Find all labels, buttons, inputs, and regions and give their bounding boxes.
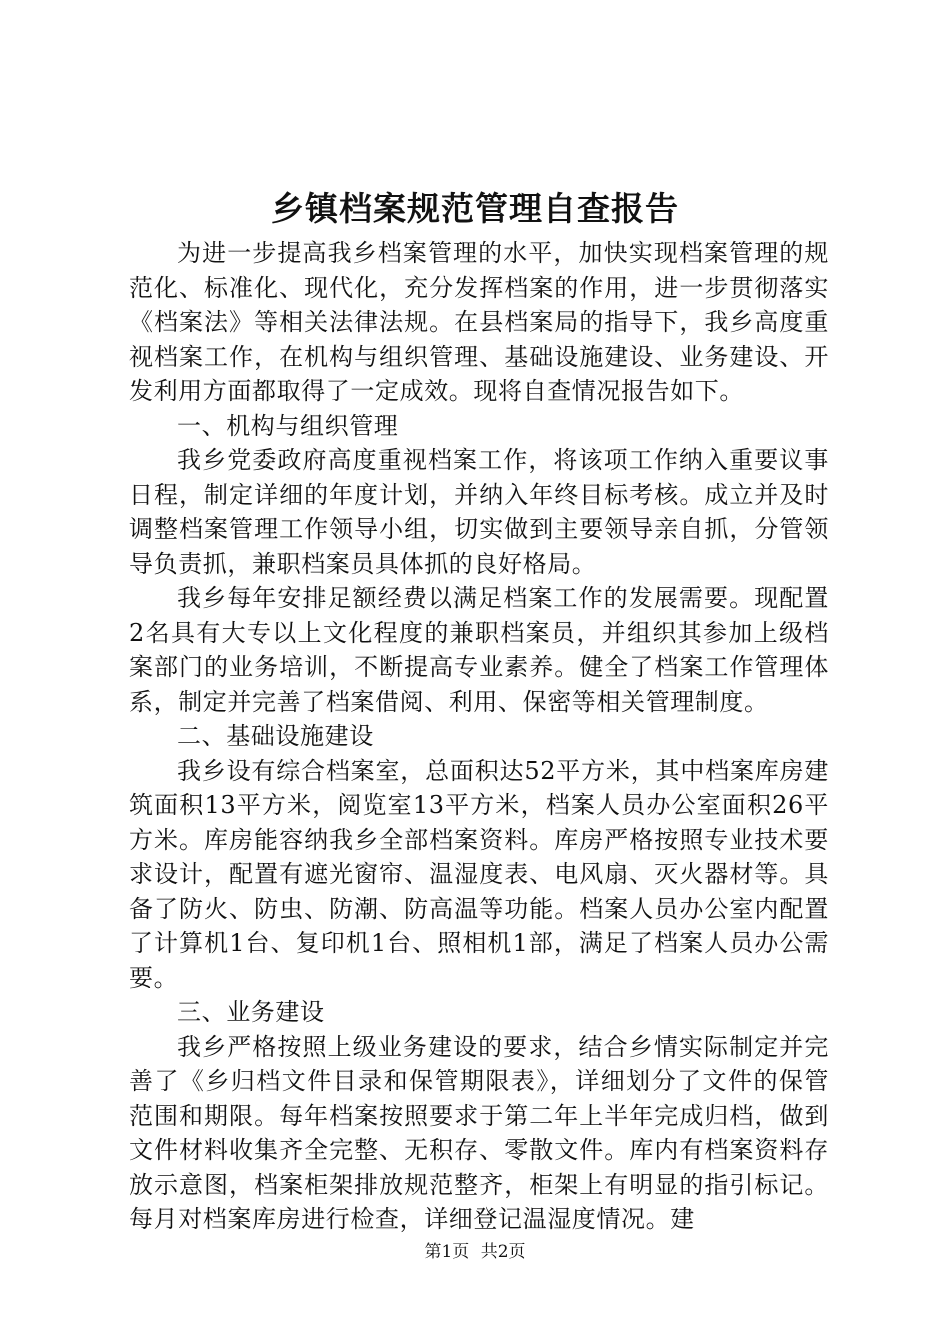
document-body	[129, 236, 829, 1237]
page-number-total: 共2页	[480, 1242, 526, 1262]
paragraph: 我乡每年安排足额经费以满足档案工作的发展需要。现配置2名具有大专以上文化程度的兼职档案员，并组织其参加上级档案部门的业务培训，不断提高专业素养。健全了档案工作管理体系，制定并完善了档案借阅、利用、保密等相关管理制度。	[129, 584, 829, 716]
paragraph: 我乡党委政府高度重视档案工作，将该项工作纳入重要议事日程，制定详细的年度计划，并纳入年终目标考核。成立并及时调整档案管理工作领导小组，切实做到主要领导亲自抓，分管领导负责抓，兼职档案员具体抓的良好格局。	[129, 446, 829, 578]
section-heading-organization: 一、机构与组织管理	[177, 411, 399, 440]
page-footer	[0, 1240, 950, 1264]
section-heading-infrastructure: 二、基础设施建设	[177, 722, 374, 750]
section-heading-business: 三、业务建设	[177, 998, 325, 1026]
paragraph: 我乡设有综合档案室，总面积达52平方米，其中档案库房建筑面积13平方米，阅览室13平方米，档案人员办公室面积26平方米。库房能容纳我乡全部档案资料。库房严格按照专业技术要求设计，配置有遮光窗帘、温湿度表、电风扇、灭火器材等。具备了防火、防虫、防潮、防高温等功能。档案人员办公室内配置了计算机1台、复印机1台、照相机1部，满足了档案人员办公需要。	[129, 756, 829, 992]
page-number-current: 第1页	[424, 1242, 470, 1262]
intro-paragraph: 为进一步提高我乡档案管理的水平，加快实现档案管理的规范化、标准化、现代化，充分发挥档案的作用，进一步贯彻落实《档案法》等相关法律法规。在县档案局的指导下，我乡高度重视档案工作，在机构与组织管理、基础设施建设、业务建设、开发利用方面都取得了一定成效。现将自查情况报告如下。	[129, 239, 829, 405]
paragraph: 我乡严格按照上级业务建设的要求，结合乡情实际制定并完善了《乡归档文件目录和保管期限表》，详细划分了文件的保管范围和期限。每年档案按照要求于第二年上半年完成归档，做到文件材料收集齐全完整、无积存、零散文件。库内有档案资料存放示意图，档案柜架排放规范整齐，柜架上有明显的指引标记。每月对档案库房进行检查，详细登记温湿度情况。建	[129, 1032, 829, 1233]
document-title: 乡镇档案规范管理自查报告	[271, 189, 679, 228]
